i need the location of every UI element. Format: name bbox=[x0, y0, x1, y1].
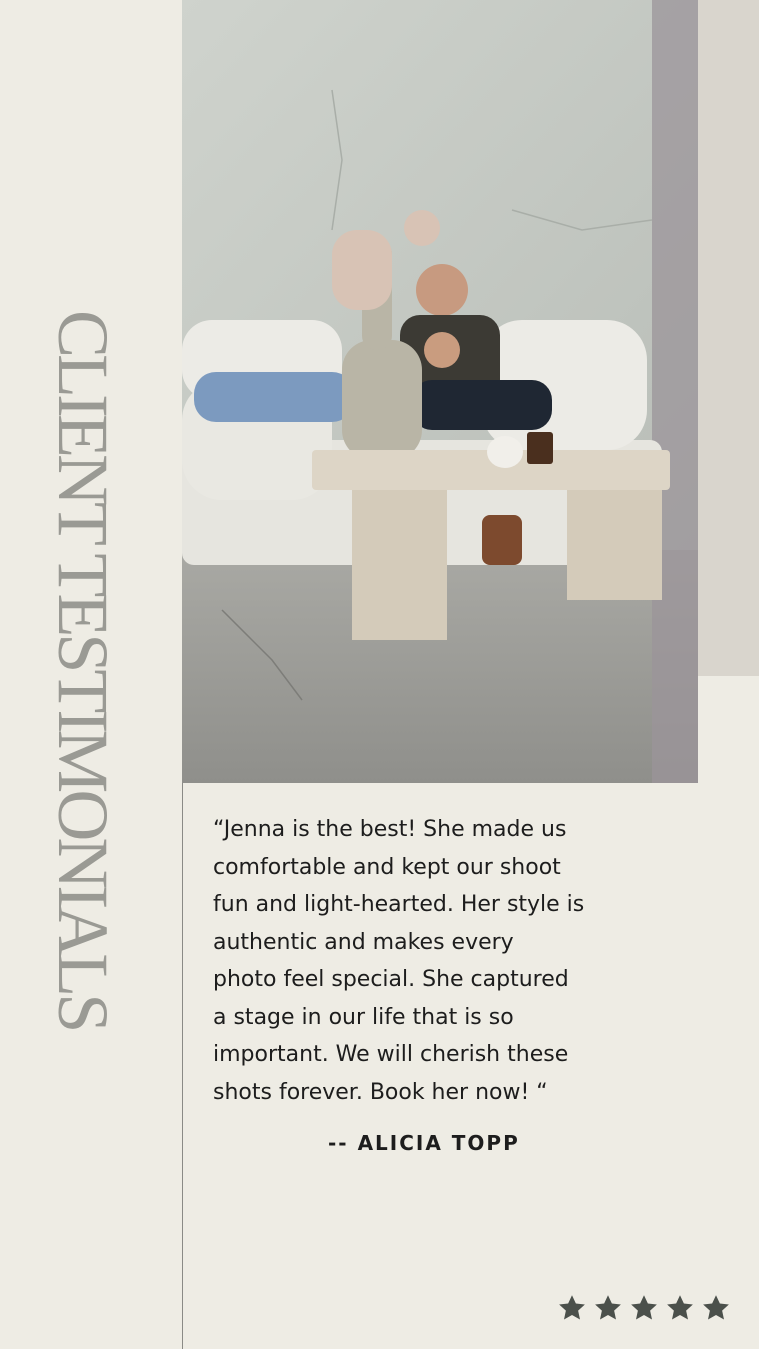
page-title: CLIENT TESTIMONIALS bbox=[43, 310, 123, 1030]
quote-line: fun and light-hearted. Her style is bbox=[213, 892, 585, 917]
quote-line: authentic and makes every bbox=[213, 929, 514, 955]
star-icon bbox=[701, 1293, 731, 1323]
quote-line: photo feel special. She captured bbox=[213, 967, 569, 992]
star-icon bbox=[593, 1293, 623, 1323]
quote-line: “Jenna is the best! She made us bbox=[213, 817, 567, 842]
family-photo bbox=[182, 0, 698, 783]
decorative-strip bbox=[698, 0, 759, 676]
photo-illustration bbox=[182, 0, 698, 783]
star-icon bbox=[665, 1293, 695, 1323]
quote-line: comfortable and kept our shoot bbox=[213, 854, 561, 880]
star-icon bbox=[629, 1293, 659, 1323]
quote-line: a stage in our life that is so bbox=[213, 1004, 514, 1030]
star-rating bbox=[557, 1293, 731, 1323]
quote-line: shots forever. Book her now! “ bbox=[213, 1079, 548, 1105]
testimonial-section bbox=[183, 783, 759, 1349]
star-icon bbox=[557, 1293, 587, 1323]
testimonial-attribution: -- ALICIA TOPP bbox=[328, 1131, 520, 1155]
testimonial-quote bbox=[213, 811, 653, 1111]
left-panel bbox=[0, 0, 183, 1349]
quote-line: important. We will cherish these bbox=[213, 1042, 569, 1067]
